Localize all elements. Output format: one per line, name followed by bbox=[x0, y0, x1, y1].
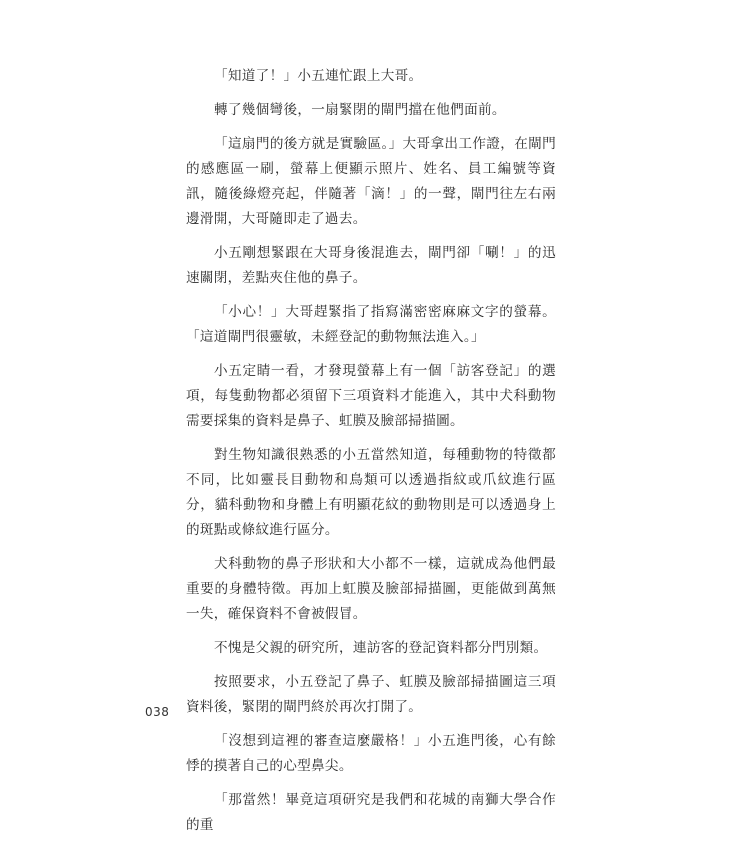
page-number: 038 bbox=[145, 705, 170, 719]
body-text bbox=[186, 64, 556, 847]
paragraph: 按照要求，小五登記了鼻子、虹膜及臉部掃描圖這三項資料後，緊閉的閘門終於再次打開了。 bbox=[186, 674, 556, 715]
paragraph: 「知道了！」小五連忙跟上大哥。 bbox=[214, 68, 423, 84]
paragraph: 「這扇門的後方就是實驗區。」大哥拿出工作證，在閘門的感應區一刷，螢幕上便顯示照片、姓名、員工編號等資訊，隨後綠燈亮起，伴隨著「滴！」的一聲，閘門往左右兩邊滑開，大哥隨即走了過去。 bbox=[186, 136, 556, 227]
paragraph: 小五剛想緊跟在大哥身後混進去，閘門卻「唰！」的迅速關閉，差點夾住他的鼻子。 bbox=[186, 245, 556, 286]
paragraph: 「小心！」大哥趕緊指了指寫滿密密麻麻文字的螢幕。「這道閘門很靈敏，未經登記的動物無法進入。」 bbox=[186, 304, 556, 345]
paragraph: 對生物知識很熟悉的小五當然知道，每種動物的特徵都不同，比如靈長目動物和鳥類可以透過指紋或爪紋進行區分，貓科動物和身體上有明顯花紋的動物則是可以透過身上的斑點或條紋進行區分。 bbox=[186, 447, 556, 538]
paragraph: 犬科動物的鼻子形狀和大小都不一樣，這就成為他們最重要的身體特徵。再加上虹膜及臉部掃描圖，更能做到萬無一失，確保資料不會被假冒。 bbox=[186, 556, 556, 622]
paragraph: 「那當然！畢竟這項研究是我們和花城的南獅大學合作的重 bbox=[186, 792, 556, 833]
paragraph: 轉了幾個彎後，一扇緊閉的閘門擋在他們面前。 bbox=[214, 102, 506, 118]
paragraph: 不愧是父親的研究所，連訪客的登記資料都分門別類。 bbox=[214, 640, 548, 656]
paragraph: 「沒想到這裡的審查這麼嚴格！」小五進門後，心有餘悸的摸著自己的心型鼻尖。 bbox=[186, 733, 556, 774]
paragraph: 小五定睛一看，才發現螢幕上有一個「訪客登記」的選項，每隻動物都必須留下三項資料才能進入，其中犬科動物需要採集的資料是鼻子、虹膜及臉部掃描圖。 bbox=[186, 363, 556, 429]
